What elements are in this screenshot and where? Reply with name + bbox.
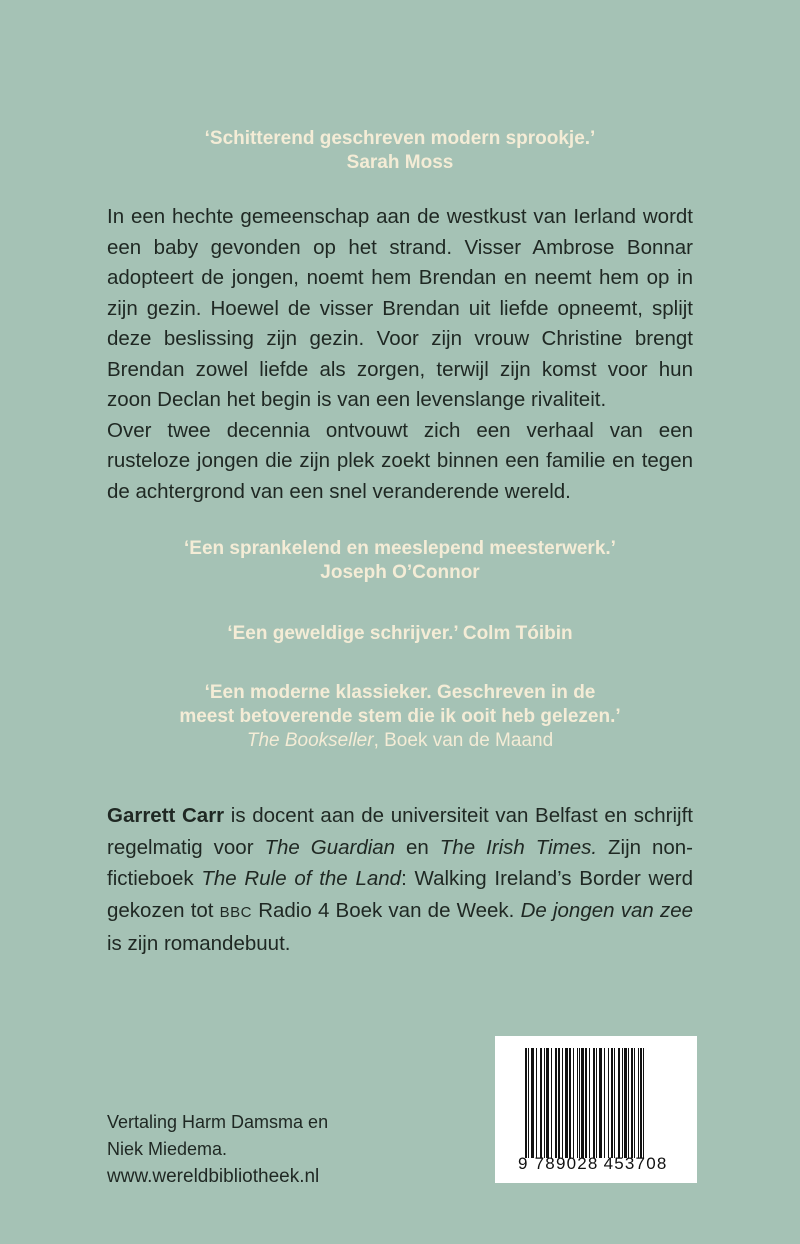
bio-newspaper: The Irish Times.	[439, 835, 598, 859]
review-quote-3	[100, 622, 700, 646]
isbn-group-1: 789028	[534, 1154, 599, 1173]
bio-text: Radio 4 Boek van de Week.	[252, 898, 521, 922]
translator-line-2: Niek Miedema.	[107, 1139, 228, 1159]
publisher-website: www.wereldbibliotheek.nl	[107, 1166, 320, 1187]
quote-source: Joseph O’Connor	[320, 562, 480, 583]
review-quote-4	[100, 681, 700, 753]
quote-source	[100, 729, 700, 753]
quote-source-rest: , Boek van de Maand	[373, 730, 554, 751]
author-name: Garrett Carr	[107, 804, 225, 827]
bio-book-title: The Rule of the Land	[201, 867, 402, 890]
quote-source: Sarah Moss	[346, 152, 454, 173]
quote-line-1: ‘Een moderne klassieker. Geschreven in de	[204, 682, 596, 703]
quote-text: ‘Een sprankelend en meeslepend meesterwerk.’	[184, 538, 616, 559]
review-quote-1	[100, 127, 700, 175]
quote-text: ‘Schitterend geschreven modern sprookje.’	[204, 128, 596, 149]
bio-text: is zijn romandebuut.	[107, 932, 291, 955]
barcode-bars	[525, 1048, 675, 1158]
translator-credit	[107, 1109, 328, 1163]
quote-text: ‘Een geweldige schrijver.’ Colm Tóibin	[227, 623, 573, 644]
bio-text: is docent aan de universiteit van Belfast en schrijft regelmatig voor	[107, 804, 693, 859]
book-description	[107, 202, 693, 507]
author-bio	[107, 800, 693, 960]
isbn-first-digit: 9	[518, 1154, 529, 1173]
bio-bbc: BBC	[219, 903, 253, 921]
bio-text: Zijn non-fictieboek	[107, 835, 693, 890]
bio-text: : Walking Ireland’s Border werd gekozen tot	[107, 867, 693, 922]
description-paragraph-1: In een hechte gemeenschap aan de westkust van Ierland wordt een baby gevonden op het strand. Visser Ambrose Bonnar adopteert de jongen, noemt hem Brendan en neemt hem op in zijn gezin. Hoewel de visser Brendan uit liefde opneemt, splijt deze beslissing zijn gezin. Voor zijn vrouw Christine brengt Brendan zowel liefde als zorgen, terwijl zijn komst voor hun zoon Declan het begin is van een levenslange rivaliteit.	[107, 205, 693, 411]
bio-text: en	[395, 835, 440, 859]
review-quote-2	[100, 537, 700, 585]
isbn-barcode	[495, 1036, 697, 1183]
isbn-group-2: 453708	[603, 1154, 668, 1173]
quote-line-2: meest betoverende stem die ik ooit heb gelezen.’	[179, 706, 621, 727]
quote-source-publication: The Bookseller	[246, 730, 374, 751]
isbn-number	[518, 1154, 668, 1174]
bio-book-title: De jongen van zee	[520, 898, 693, 922]
translator-line-1: Vertaling Harm Damsma en	[107, 1112, 329, 1132]
description-paragraph-2: Over twee decennia ontvouwt zich een verhaal van een rusteloze jongen die zijn plek zoekt binnen een familie en tegen de achtergrond van een snel veranderende wereld.	[107, 418, 693, 503]
bio-newspaper: The Guardian	[264, 835, 396, 859]
